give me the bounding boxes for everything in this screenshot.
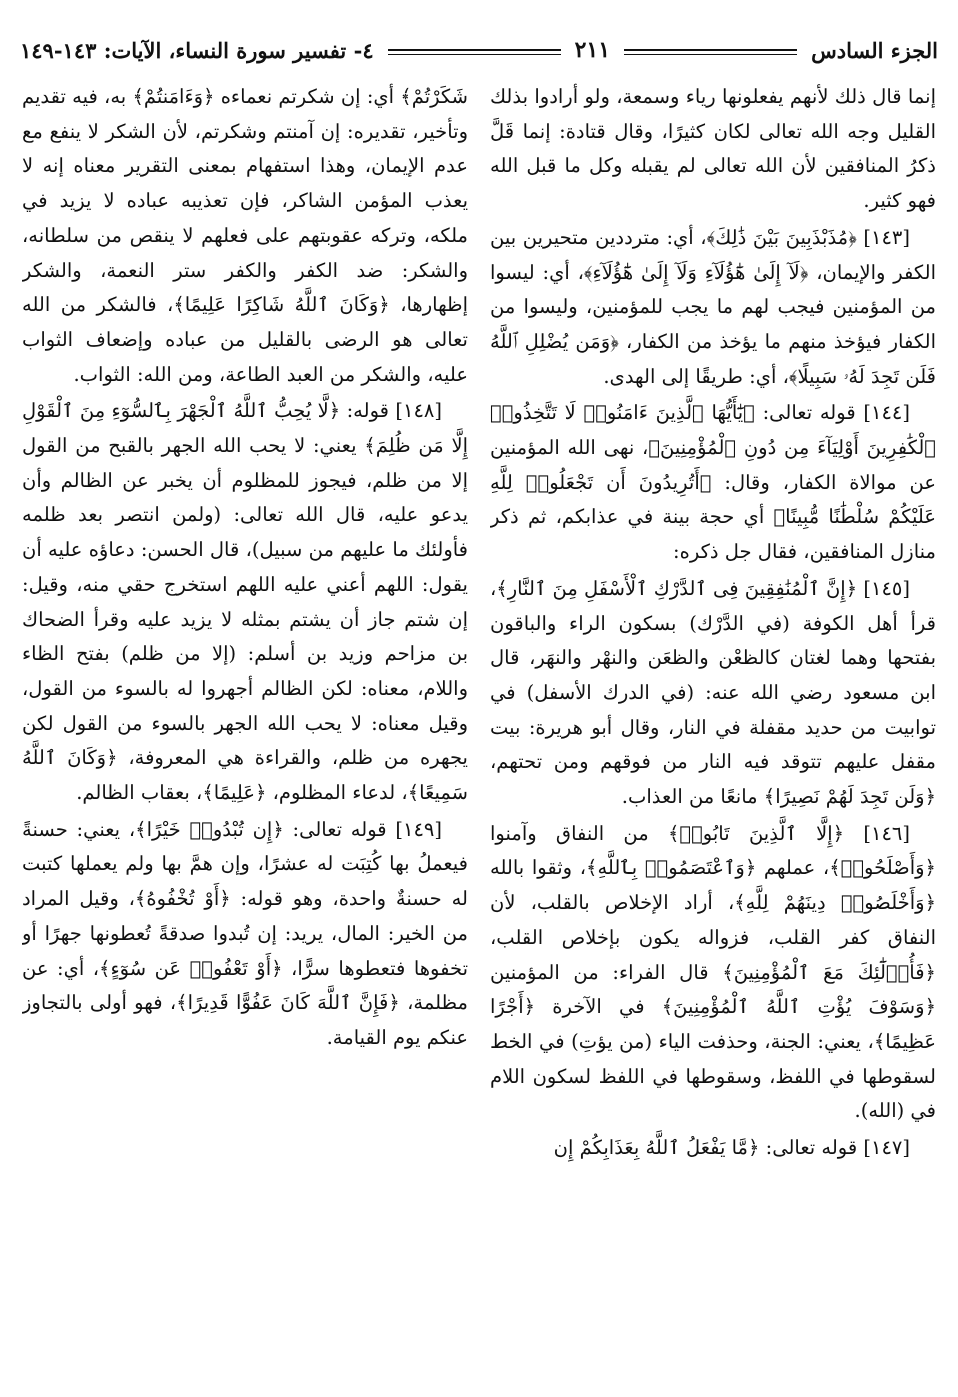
header-rule-left — [388, 49, 561, 51]
paragraph-verse-146: [١٤٦] ﴿إِلَّا ٱلَّذِينَ تَابُوا۟﴾ من النفاق وآمنوا ﴿وَأَصْلَحُوا۟﴾، عملهم ﴿وَٱعْتَصَمُوا۟ بِٱللَّهِ﴾، وثقوا بالله ﴿وَأَخْلَصُوا۟ دِينَهُمْ لِلَّهِ﴾، أراد الإخلاص بالقلب، لأن النفاق كفر القلب، فزواله يكون بإخلاص القلب، ﴿فَأُو۟لَٰٓئِكَ مَعَ ٱلْمُؤْمِنِينَ﴾ قال الفراء: من المؤمنين ﴿وَسَوْفَ يُؤْتِ ٱللَّهُ ٱلْمُؤْمِنِينَ﴾ في الآخرة ﴿أَجْرًا عَظِيمًا﴾، يعني: الجنة، وحذفت الياء (من يؤتِ) في الخط لسقوطها في اللفظ، وسقوطها في اللفظ لسكون اللام في (الله). — [490, 821, 936, 1123]
left-column — [22, 80, 468, 1379]
header-rule-right — [624, 49, 797, 51]
right-column — [490, 80, 936, 1379]
paragraph-verse-145: [١٤٥] ﴿إِنَّ ٱلْمُنَٰفِقِينَ فِى ٱلدَّرْكِ ٱلْأَسْفَلِ مِنَ ٱلنَّارِ﴾، قرأ أهل الكوفة (في الدَّرْك) بسكون الراء والباقون بفتحها وهما لغتان كالظعْن والظعَن والنهْر والنهَر، قال ابن مسعود رضي الله عنه: (في الدرك الأسفل) في توابيت من حديد مقفلة في النار، وقال أبو هريرة: بيت مقفل عليهم تتوقد فيه النار من فوقهم ومن تحتهم، ﴿وَلَن تَجِدَ لَهُمْ نَصِيرًا﴾ مانعًا من العذاب. — [490, 576, 936, 809]
header-part-label: الجزء السادس — [811, 37, 938, 63]
running-header — [20, 30, 938, 70]
text-columns — [22, 80, 936, 1379]
paragraph-verse-148: [١٤٨] قوله: ﴿لَّا يُحِبُّ ٱللَّهُ ٱلْجَهْرَ بِٱلسُّوٓءِ مِنَ ٱلْقَوْلِ إِلَّا مَن ظُلِمَ﴾ يعني: لا يحب الله الجهر بالقبح من القول إلا من ظلم، فيجوز للمظلوم أن يخبر عن الظالم وأن يدعو عليه، قال الله تعالى: (ولمن انتصر بعد ظلمه فأولئك ما عليهم من سبيل)، قال الحسن: دعاؤه عليه أن يقول: اللهم أعني عليه اللهم استخرج حقي منه، وقيل: إن شتم جاز أن يشتم بمثله لا يزيد عليه وقرأ الضحاك بن مزاحم وزيد بن أسلم: (إلا من ظلم) بفتح الظاء واللام، معناه: لكن الظالم أجهروا له بالسوء من القول، وقيل معناه: لا يحب الله الجهر بالسوء من القول لكن يجهره من ظلم، والقراءة هي المعروفة، ﴿وَكَانَ ٱللَّهُ سَمِيعًا﴾، لدعاء المظلوم، ﴿عَلِيمًا﴾، بعقاب الظالم. — [22, 399, 468, 805]
paragraph-verse-147: [١٤٧] قوله تعالى: ﴿مَّا يَفْعَلُ ٱللَّهُ بِعَذَابِكُمْ إِن — [553, 1136, 910, 1160]
header-chapter-title: ٤- تفسير سورة النساء، الآيات: ١٤٣-١٤٩ — [19, 37, 374, 63]
paragraph-verse-149: [١٤٩] قوله تعالى: ﴿إِن تُبْدُوا۟ خَيْرًا﴾، يعني: حسنةً فيعملُ بها كُتِبَت له عشرًا، وإن همَّ بها ولم يعملها كتبت له حسنةٌ واحدة، وهو قوله: ﴿أَوْ تُخْفُوهُ﴾، وقيل المراد من الخير: المال، يريد: إن تُبدوا صدقةً تُعطونها جهرًا أو تخفوها فتعطوها سرًّا، ﴿أَوْ تَعْفُوا۟ عَن سُوٓءٍ﴾، أي: عن مظلمة، ﴿فَإِنَّ ٱللَّهَ كَانَ عَفُوًّا قَدِيرًا﴾، فهو أولى بالتجاوز عنكم يوم القيامة. — [22, 817, 468, 1049]
paragraph: إنما قال ذلك لأنهم يفعلونها رياء وسمعة، ولو أرادوا بذلك القليل وجه الله تعالى لكان كثيرًا، وقال قتادة: إنما قَلَّ ذكرُ المنافقين لأن الله تعالى لم يقبله وكل ما قبل الله فهو كثير. — [490, 85, 936, 213]
paragraph-verse-144: [١٤٤] قوله تعالى: ﴿يَٰٓأَيُّهَا ٱلَّذِينَ ءَامَنُوا۟ لَا تَتَّخِذُوا۟ ٱلْكَٰفِرِينَ أَوْلِيَآءَ مِن دُونِ ٱلْمُؤْمِنِينَ﴾، نهى الله المؤمنين عن موالاة الكفار، وقال: ﴿أَتُرِيدُونَ أَن تَجْعَلُوا۟ لِلَّهِ عَلَيْكُمْ سُلْطَٰنًا مُّبِينًا﴾ أي حجة بينة في عذابكم، ثم ذكر منازل المنافقين، فقال جل ذكره: — [490, 401, 936, 564]
paragraph-verse-143: [١٤٣] ﴿مُذَبْذَبِينَ بَيْنَ ذَٰلِكَ﴾، أي: مترددين متحيرين بين الكفر والإيمان، ﴿لَآ إِلَىٰ هَٰٓؤُلَآءِ وَلَآ إِلَىٰ هَٰٓؤُلَآءِ﴾، أي: ليسوا من المؤمنين فيجب لهم ما يجب للمؤمنين، وليسوا من الكفار فيؤخذ منهم ما يؤخذ من الكفار، ﴿وَمَن يُضْلِلِ ٱللَّهُ فَلَن تَجِدَ لَهُۥ سَبِيلًا﴾، أي: طريقًا إلى الهدى. — [490, 225, 936, 388]
paragraph: شَكَرْتُمْ﴾ أي: إن شكرتم نعماءه ﴿وَءَامَنتُمْ﴾ به، فيه تقديم وتأخير، تقديره: إن آمنتم وشكرتم، لأن الشكر لا ينفع مع عدم الإيمان، وهذا استفهام بمعنى التقرير معناه إنه لا يعذب المؤمن الشاكر، فإن تعذيبه عباده لا يزيد في ملكه، وتركه عقوبتهم على فعلهم لا ينقص من سلطانه، والشكر: ضد الكفر والكفر ستر النعمة، والشكر إظهارها، ﴿وَكَانَ ٱللَّهُ شَاكِرًا عَلِيمًا﴾، فالشكر من الله تعالى هو الرضى بالقليل من عباده وإضعاف الثواب عليه، والشكر من العبد الطاعة، ومن الله: الثواب. — [22, 85, 468, 386]
page-number: ٢١١ — [574, 37, 611, 63]
